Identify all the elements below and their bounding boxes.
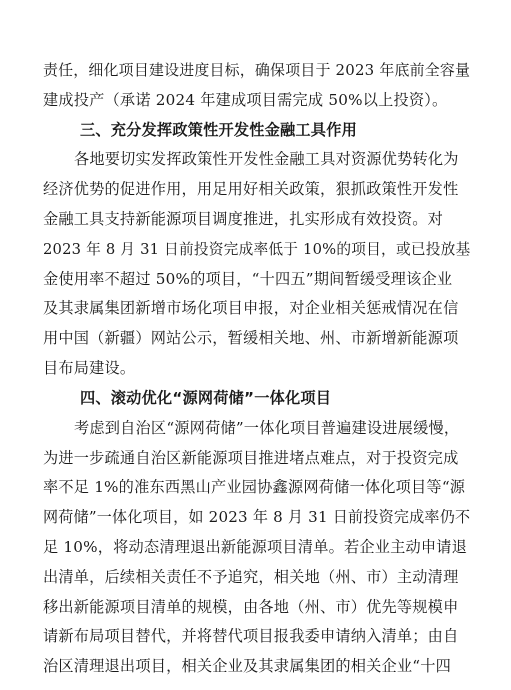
section-heading: 三、充分发挥政策性开发性金融工具作用 xyxy=(80,120,357,139)
body-line: 率不足 1%的准东西黑山产业园协鑫源网荷储一体化项目等“源 xyxy=(43,478,466,497)
body-line: 用中国（新疆）网站公示，暂缓相关地、州、市新增新能源项 xyxy=(43,329,459,348)
body-line: 建成投产（承诺 2024 年建成项目需完成 50%以上投资）。 xyxy=(43,90,448,109)
body-line: 治区清理退出项目，相关企业及其隶属集团的相关企业“十四 xyxy=(43,657,452,676)
body-line: 责任，细化项目建设进度目标，确保项目于 2023 年底前全容量 xyxy=(43,61,471,79)
paragraph-first-line: 各地要切实发挥政策性开发性金融工具对资源优势转化为 xyxy=(74,150,459,169)
body-line: 出清单，后续相关责任不予追究，相关地（州、市）主动清理 xyxy=(43,567,459,586)
body-line: 网荷储”一体化项目，如 2023 年 8 月 31 日前投资完成率仍不 xyxy=(43,508,471,527)
body-line: 及其隶属集团新增市场化项目申报，对企业相关惩戒情况在信 xyxy=(43,299,459,318)
body-line: 请新布局项目替代，并将替代项目报我委申请纳入清单；由自 xyxy=(43,627,459,646)
body-line: 目布局建设。 xyxy=(43,359,136,378)
body-line: 足 10%，将动态清理退出新能源项目清单。若企业主动申请退 xyxy=(43,537,468,556)
body-line: 金使用率不超过 50%的项目，“十四五”期间暂缓受理该企业 xyxy=(43,269,453,288)
paragraph-first-line: 考虑到自治区“源网荷储”一体化项目普遍建设进展缓慢， xyxy=(74,418,460,437)
body-line: 2023 年 8 月 31 日前投资完成率低于 10%的项目，或已投放基 xyxy=(43,240,471,258)
body-line: 移出新能源项目清单的规模，由各地（州、市）优先等规模申 xyxy=(43,597,459,616)
body-line: 为进一步疏通自治区新能源项目推进堵点难点，对于投资完成 xyxy=(43,448,459,467)
body-line: 金融工具支持新能源项目调度推进，扎实形成有效投资。对 xyxy=(43,210,444,229)
section-heading: 四、滚动优化“源网荷储”一体化项目 xyxy=(80,388,332,407)
body-line: 经济优势的促进作用，用足用好相关政策，狠抓政策性开发性 xyxy=(43,180,459,199)
